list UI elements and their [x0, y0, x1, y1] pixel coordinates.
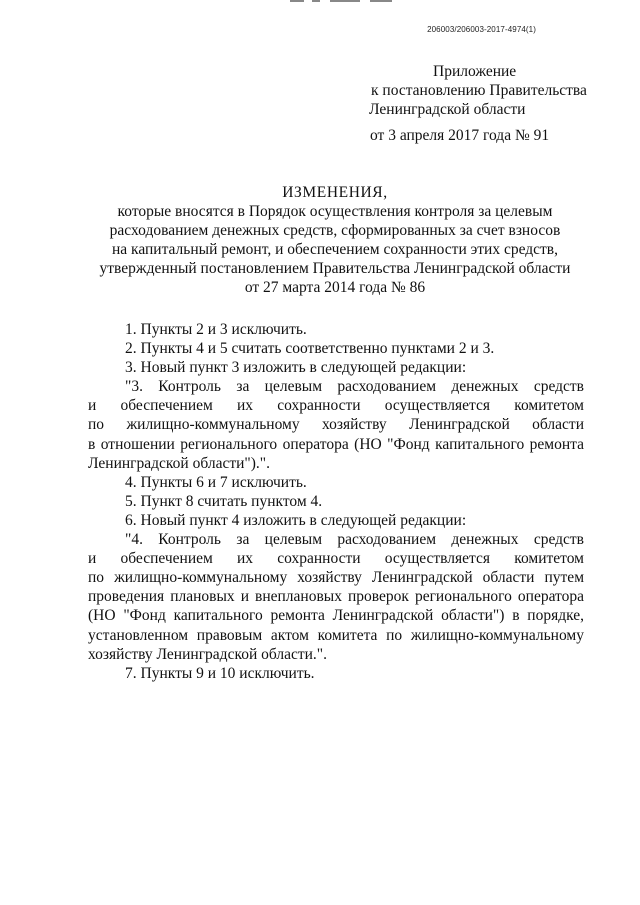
quote-2-line-6: установленном правовым актом комитета по жилищно-коммунальному — [88, 626, 584, 644]
heading-line-5: от 27 марта 2014 года № 86 — [244, 279, 426, 297]
appendix-block — [358, 62, 598, 145]
quote-1-line-3: по жилищно-коммунальному хозяйству Ленинградской области — [88, 416, 584, 434]
item-7: 7. Пункты 9 и 10 исключить. — [125, 664, 315, 682]
quote-2-line-4: проведения плановых и внеплановых проверок регионального оператора — [88, 588, 584, 606]
quote-1 — [88, 377, 584, 472]
heading-line-4: утвержденный постановлением Правительства Ленинградской области — [99, 260, 571, 278]
appendix-line-4: от 3 апреля 2017 года № 91 — [370, 127, 550, 144]
heading-line-1: которые вносятся в Порядок осуществления контроля за целевым — [117, 203, 553, 221]
quote-2-line-5: (НО "Фонд капитального ремонта Ленинградской области") в порядке, — [88, 607, 584, 625]
quote-1-line-4: в отношении регионального оператора (НО "Фонд капитального ремонта — [88, 435, 584, 453]
quote-1-line-5: Ленинградской области").". — [88, 454, 270, 472]
quote-2-line-1: "4. Контроль за целевым расходованием денежных средств — [125, 531, 584, 549]
item-6: 6. Новый пункт 4 изложить в следующей редакции: — [125, 511, 467, 529]
heading-line-3: на капитальный ремонт, и обеспечением сохранности этих средств, — [111, 241, 559, 259]
item-4: 4. Пункты 6 и 7 исключить. — [125, 473, 307, 491]
item-1: 1. Пункты 2 и 3 исключить. — [125, 321, 307, 338]
appendix-line-1: Приложение — [433, 63, 517, 80]
document-id: 206003/206003-2017-4974(1) — [427, 25, 536, 34]
appendix-line-3: Ленинградской области — [369, 101, 526, 118]
document-heading — [80, 183, 590, 298]
quote-2-line-2: и обеспечением их сохранности осуществляется комитетом — [88, 550, 584, 568]
quote-1-line-1: "3. Контроль за целевым расходованием денежных средств — [125, 378, 584, 396]
item-3: 3. Новый пункт 3 изложить в следующей редакции: — [125, 359, 467, 377]
quote-1-line-2: и обеспечением их сохранности осуществляется комитетом — [88, 397, 584, 415]
document-body — [88, 320, 584, 683]
quote-2-line-7: хозяйству Ленинградской области.". — [88, 645, 328, 663]
appendix-line-2: к постановлению Правительства — [371, 82, 587, 99]
item-5: 5. Пункт 8 считать пунктом 4. — [125, 492, 323, 510]
quote-2-line-3: по жилищно-коммунальному хозяйству Ленинградской области путем — [88, 569, 584, 587]
heading-title: ИЗМЕНЕНИЯ, — [282, 184, 388, 201]
item-2: 2. Пункты 4 и 5 считать соответственно пунктами 2 и 3. — [125, 340, 495, 358]
heading-line-2: расходованием денежных средств, сформированных за счет взносов — [109, 222, 561, 240]
quote-2 — [88, 530, 584, 664]
scan-top-marks — [290, 0, 410, 3]
